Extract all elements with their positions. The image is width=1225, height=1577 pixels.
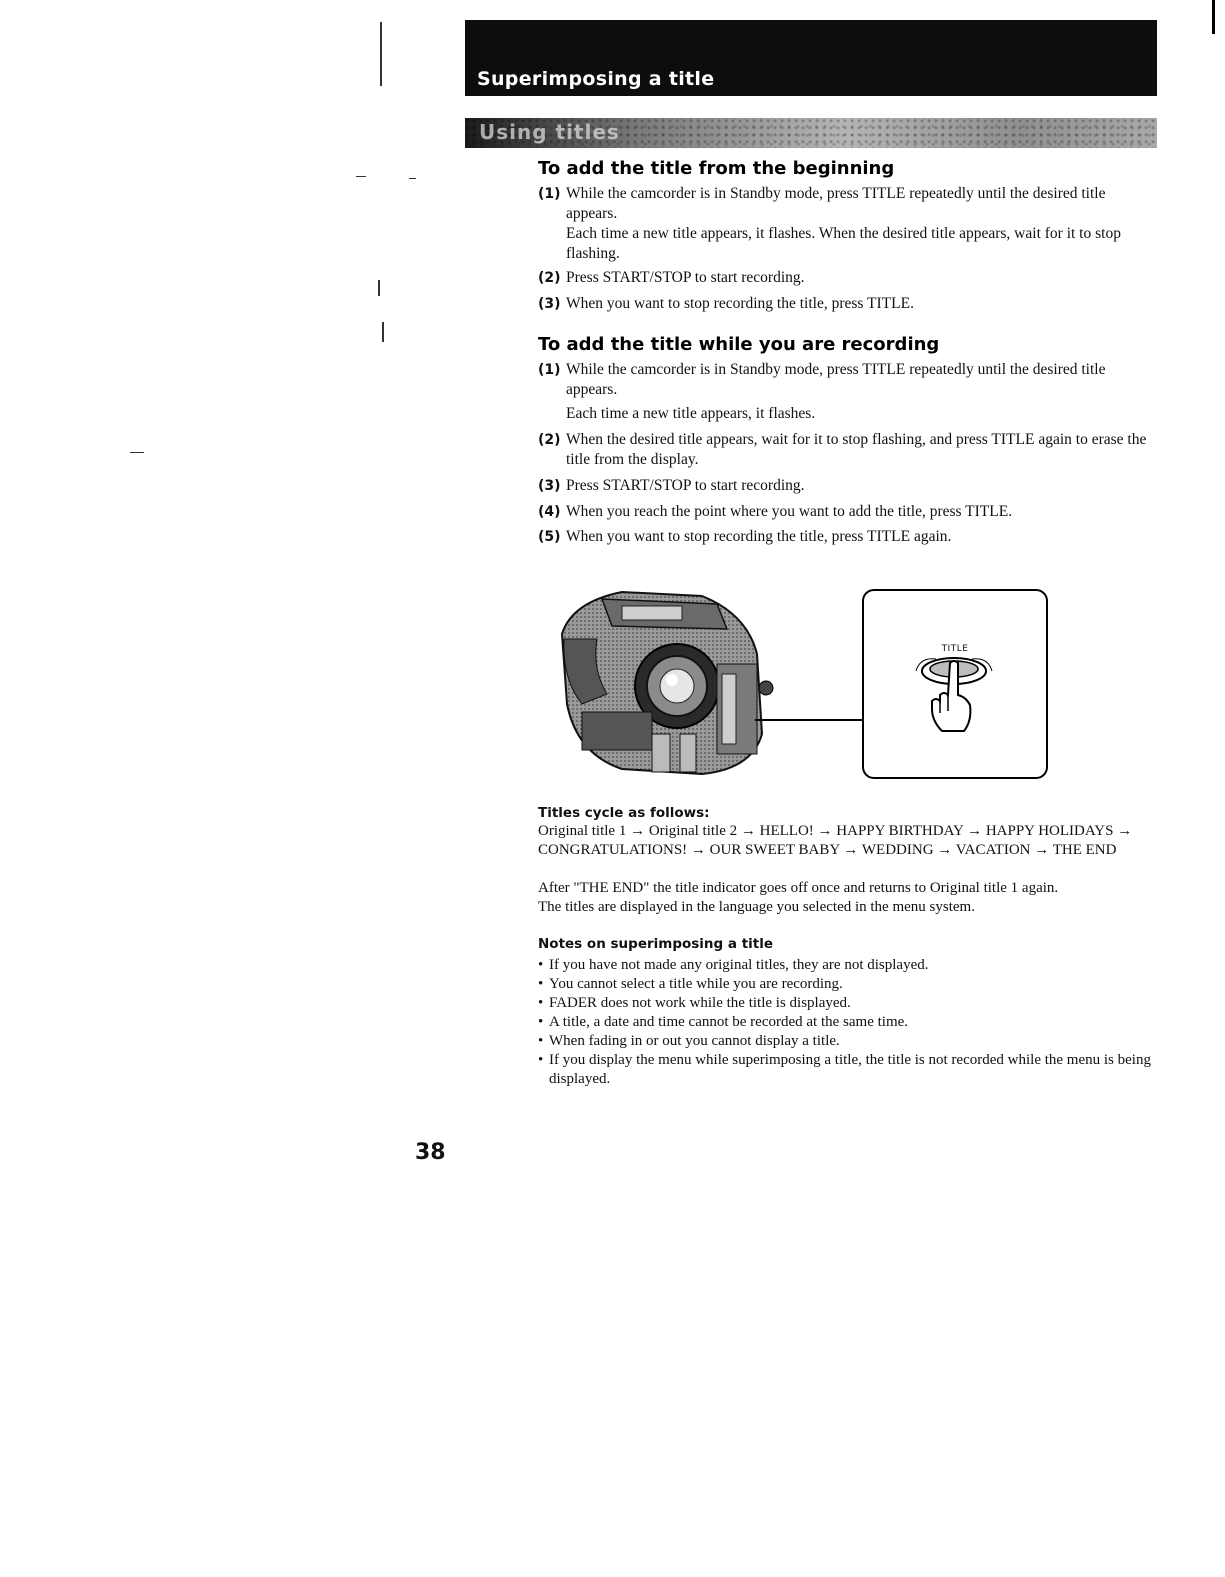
step-item — [538, 268, 1148, 288]
note-item — [538, 1051, 1158, 1089]
step-subtext: Each time a new title appears, it flashes. — [566, 405, 816, 422]
step-number: (1) — [538, 362, 561, 378]
step-item — [538, 502, 1148, 522]
step-subtext: Each time a new title appears, it flashes. When the desired title appears, wait for it to stop flashing. — [566, 225, 1121, 262]
step-text: When you want to stop recording the title, press TITLE again. — [566, 528, 952, 545]
camcorder-illustration — [552, 584, 792, 779]
step-number: (2) — [538, 270, 561, 286]
title-button-label: TITLE — [941, 644, 969, 654]
step-item — [538, 184, 1148, 264]
note-item — [538, 1013, 1158, 1032]
header-bar — [465, 20, 1157, 96]
bullet-icon: • — [538, 957, 544, 973]
step-number: (4) — [538, 504, 561, 520]
step-item — [538, 294, 1148, 314]
step-text: While the camcorder is in Standby mode, press TITLE repeatedly until the desired title appears. — [566, 361, 1106, 398]
bullet-icon: • — [538, 1033, 544, 1049]
scan-mark — [382, 322, 384, 342]
bullet-icon: • — [538, 1052, 544, 1068]
step-text: Press START/STOP to start recording. — [566, 477, 805, 494]
step-number: (1) — [538, 186, 561, 202]
step-number: (2) — [538, 432, 561, 448]
note-text: If you display the menu while superimposing a title, the title is not recorded while the menu is being displayed. — [549, 1052, 1151, 1087]
note-text: If you have not made any original titles, they are not displayed. — [549, 957, 929, 973]
bullet-icon: • — [538, 995, 544, 1011]
titles-cycle-sequence: Original title 1 → Original title 2 → HELLO! → HAPPY BIRTHDAY → HAPPY HOLIDAYS → CONGRATULATIONS! → OUR SWEET BABY → WEDDING → VACATION → THE END — [538, 823, 1133, 858]
step-text: When the desired title appears, wait for it to stop flashing, and press TITLE again to erase the title from the display. — [566, 431, 1147, 468]
note-text: When fading in or out you cannot display a title. — [549, 1033, 840, 1049]
step-number: (3) — [538, 478, 561, 494]
note-item — [538, 975, 1158, 994]
page-number: 38 — [415, 1140, 446, 1165]
titles-cycle-heading: Titles cycle as follows: — [538, 805, 710, 821]
title-button-callout — [862, 589, 1048, 779]
bullet-icon: • — [538, 976, 544, 992]
heading-add-from-beginning: To add the title from the beginning — [538, 158, 895, 179]
note-text: FADER does not work while the title is displayed. — [549, 995, 851, 1011]
step-item — [538, 430, 1148, 470]
section-banner — [465, 118, 1157, 148]
edge-mark — [1212, 0, 1215, 34]
note-text: You cannot select a title while you are recording. — [549, 976, 843, 992]
step-text: While the camcorder is in Standby mode, press TITLE repeatedly until the desired title appears. — [566, 185, 1106, 222]
pressing-hand-icon — [914, 655, 994, 737]
note-item — [538, 956, 1158, 975]
titles-cycle-language: The titles are displayed in the language you selected in the menu system. — [538, 899, 975, 915]
step-number: (5) — [538, 529, 561, 545]
scan-mark — [409, 178, 416, 179]
scan-mark — [130, 452, 144, 453]
step-item — [538, 476, 1148, 496]
scan-mark — [356, 176, 366, 177]
note-item — [538, 994, 1158, 1013]
page-title: Superimposing a title — [477, 68, 715, 90]
callout-line — [755, 719, 863, 721]
step-item — [538, 527, 1148, 547]
step-item — [538, 360, 1148, 424]
scan-mark — [378, 280, 380, 296]
section-label: Using titles — [479, 120, 620, 144]
step-text: When you reach the point where you want to add the title, press TITLE. — [566, 503, 1013, 520]
titles-cycle-after: After "THE END" the title indicator goes off once and returns to Original title 1 again. — [538, 880, 1059, 896]
step-text: Press START/STOP to start recording. — [566, 269, 805, 286]
note-item — [538, 1032, 1158, 1051]
step-text: When you want to stop recording the title, press TITLE. — [566, 295, 914, 312]
scan-mark — [380, 22, 382, 86]
heading-add-while-recording: To add the title while you are recording — [538, 334, 940, 355]
note-text: A title, a date and time cannot be recorded at the same time. — [549, 1014, 909, 1030]
notes-heading: Notes on superimposing a title — [538, 936, 774, 952]
step-number: (3) — [538, 296, 561, 312]
bullet-icon: • — [538, 1014, 544, 1030]
